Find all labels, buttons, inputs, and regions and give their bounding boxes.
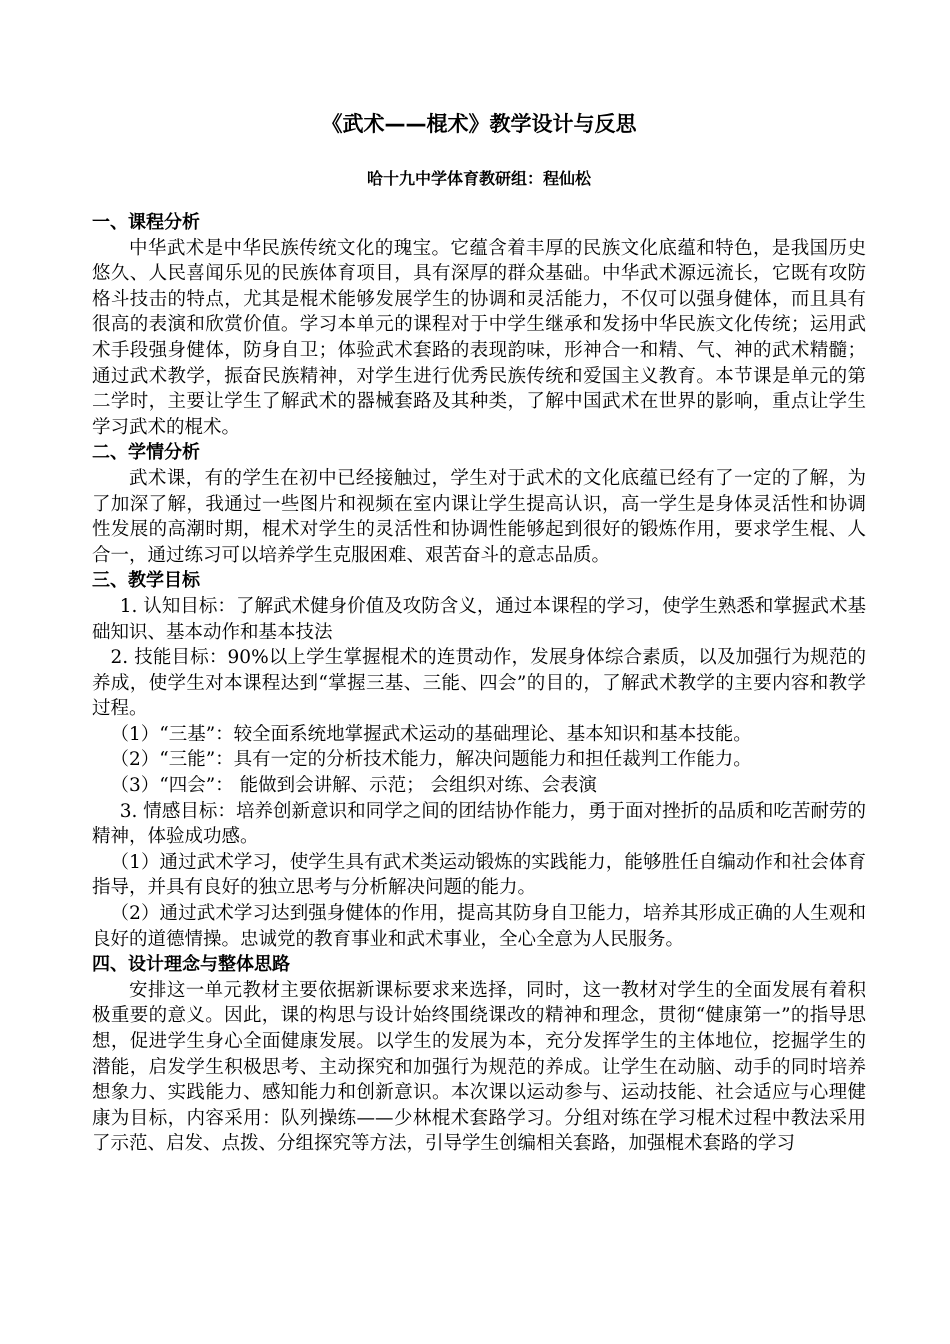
- goal-item: 2. 技能目标：90%以上学生掌握棍术的连贯动作，发展身体综合素质，以及加强行为规范的养成，使学生对本课程达到“掌握三基、三能、四会”的目的，了解武术教学的主要内容和教学过程。: [92, 647, 866, 720]
- goal-subitem: （3）“四会”： 能做到会讲解、示范； 会组织对练、会表演: [110, 775, 597, 797]
- goal-subitem: （2）通过武术学习达到强身健体的作用，提高其防身自卫能力，培养其形成正确的人生观和良好的道德情操。忠诚党的教育事业和武术事业，全心全意为人民服务。: [92, 903, 866, 950]
- goal-subitem: （1）通过武术学习，使学生具有武术类运动锻炼的实践能力，能够胜任自编动作和社会体育指导，并具有良好的独立思考与分析解决问题的能力。: [92, 851, 866, 899]
- document-title: 《武术——棍术》教学设计与反思: [321, 112, 637, 136]
- paragraph: 武术课，有的学生在初中已经接触过，学生对于武术的文化底蕴已经有了一定的了解，为了加深了解，我通过一些图片和视频在室内课让学生提高认识，高一学生是身体灵活性和协调性发展的高潮时期，棍术对学生的灵活性和协调性能够起到很好的锻炼作用，要求学生棍、人合一，通过练习可以培养学生克服困难、艰苦奋斗的意志品质。: [92, 467, 866, 566]
- goal-subitem: （2）“三能”：具有一定的分析技术能力，解决问题能力和担任裁判工作能力。: [110, 749, 752, 771]
- goal-subitem: （1）“三基”：较全面系统地掌握武术运动的基础理论、基本知识和基本技能。: [110, 723, 752, 745]
- paragraph: 安排这一单元教材主要依据新课标要求来选择，同时，这一教材对学生的全面发展有着积极重要的意义。因此，课的构思与设计始终围绕课改的精神和理念，贯彻“健康第一”的指导思想，促进学生身心全面健康发展。以学生的发展为本，充分发挥学生的主体地位，挖掘学生的潜能，启发学生积极思考、主动探究和加强行为规范的养成。让学生在动脑、动手的同时培养想象力、实践能力、感知能力和创新意识。本次课以运动参与、运动技能、社会适应与心理健康为目标，内容采用：队列操练——少林棍术套路学习。分组对练在学习棍术过程中教法采用了示范、启发、点拨、分组探究等方法，引导学生创编相关套路，加强棍术套路的学习: [92, 979, 866, 1155]
- document-page: [92, 108, 866, 1157]
- goal-item: 3. 情感目标：培养创新意识和同学之间的团结协作能力，勇于面对挫折的品质和吃苦耐劳的精神，体验成功感。: [92, 800, 866, 848]
- goal-item: 1. 认知目标：了解武术健身价值及攻防含义，通过本课程的学习，使学生熟悉和掌握武术基础知识、基本动作和基本技法: [92, 595, 866, 643]
- author-line: 哈十九中学体育教研组：程仙松: [366, 169, 591, 188]
- section-heading-student-analysis: 二、学情分析: [92, 442, 200, 464]
- paragraph: 中华武术是中华民族传统文化的瑰宝。它蕴含着丰厚的民族文化底蕴和特色，是我国历史悠久、人民喜闻乐见的民族体育项目，具有深厚的群众基础。中华武术源远流长，它既有攻防格斗技击的特点，尤其是棍术能够发展学生的协调和灵活能力，不仅可以强身健体，而且具有很高的表演和欣赏价值。学习本单元的课程对于中学生继承和发扬中华民族文化传统；运用武术手段强身健体，防身自卫；体验武术套路的表现韵味，形神合一和精、气、神的武术精髓；通过武术教学，振奋民族精神，对学生进行优秀民族传统和爱国主义教育。本节课是单元的第二学时，主要让学生了解武术的器械套路及其种类，了解中国武术在世界的影响，重点让学生学习武术的棍术。: [92, 237, 866, 438]
- section-heading-course-analysis: 一、课程分析: [92, 212, 200, 233]
- section-heading-teaching-goals: 三、教学目标: [92, 570, 200, 592]
- section-heading-design-concept: 四、设计理念与整体思路: [92, 954, 290, 976]
